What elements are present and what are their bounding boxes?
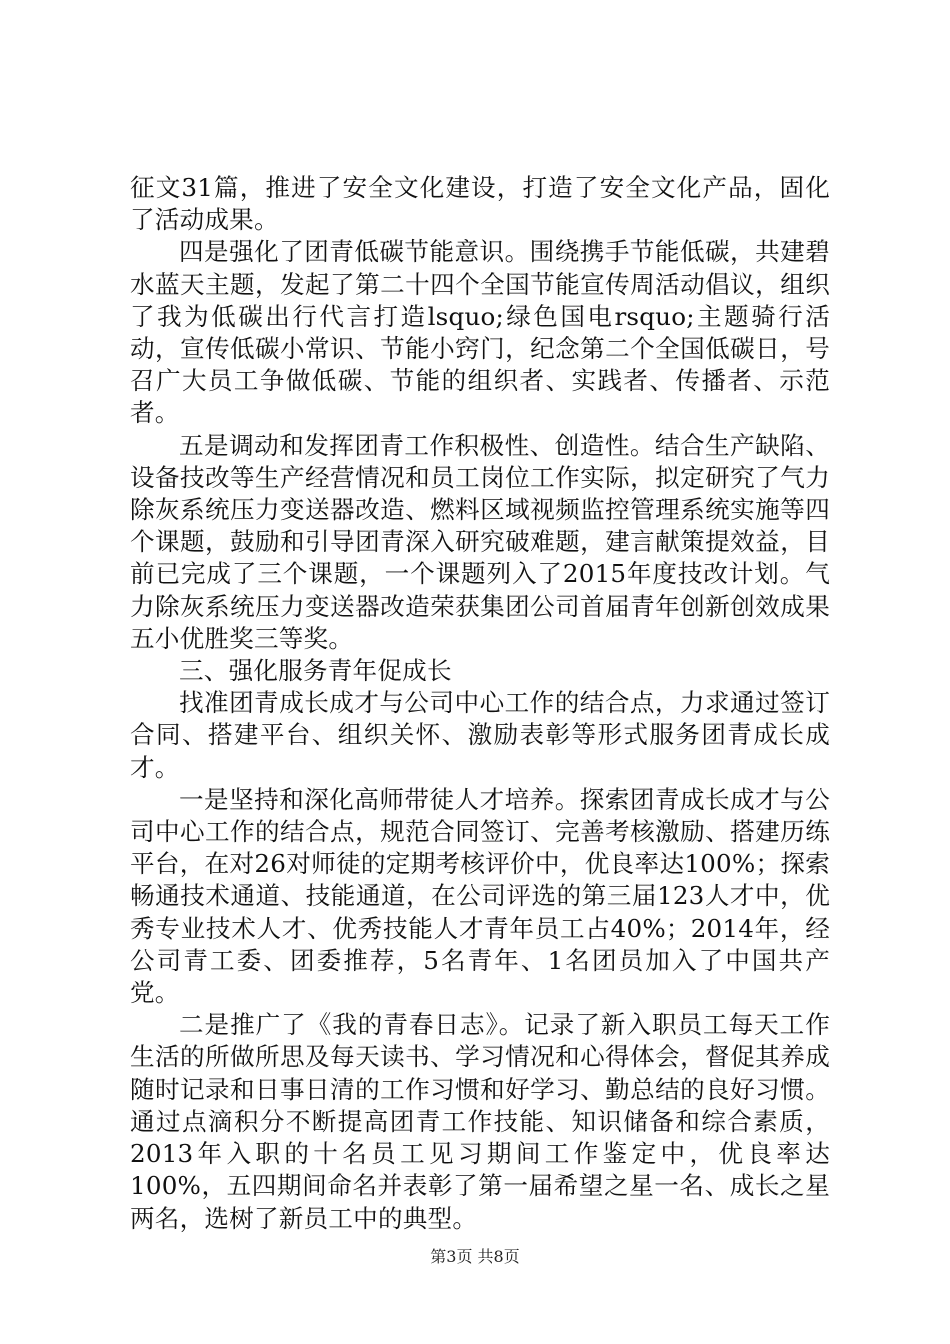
paragraph-youth-diary: 二是推广了《我的青春日志》。记录了新入职员工每天工作生活的所做所思及每天读书、学习情况和心得体会，督促其养成随时记录和日事日清的工作习惯和好学习、勤总结的良好习惯。通过点滴积分不断提高团青工作技能、知识储备和综合素质，2013年入职的十名员工见习期间工作鉴定中，优良率达100%，五四期间命名并表彰了第一届希望之星一名、成长之星两名，选树了新员工中的典型。: [130, 1010, 830, 1233]
document-body: [130, 172, 830, 1235]
paragraph-innovation: 五是调动和发挥团青工作积极性、创造性。结合生产缺陷、设备技改等生产经营情况和员工岗位工作实际，拟定研究了气力除灰系统压力变送器改造、燃料区域视频监控管理系统实施等四个课题，鼓励和引导团青深入研究破难题，建言献策提效益，目前已完成了三个课题，一个课题列入了2015年度技改计划。气力除灰系统压力变送器改造荣获集团公司首届青年创新创效成果五小优胜奖三等奖。: [130, 430, 830, 653]
section-heading: 三、强化服务青年促成长: [179, 656, 452, 686]
paragraph-service-intro: 找准团青成长成才与公司中心工作的结合点，力求通过签订合同、搭建平台、组织关怀、激励表彰等形式服务团青成长成才。: [130, 688, 830, 782]
page-footer: 第3页 共8页: [430, 1247, 520, 1266]
paragraph-continuation: 征文31篇，推进了安全文化建设，打造了安全文化产品，固化了活动成果。: [130, 173, 830, 235]
paragraph-mentorship: 一是坚持和深化高师带徒人才培养。探索团青成长成才与公司中心工作的结合点，规范合同签订、完善考核激励、搭建历练平台，在对26对师徒的定期考核评价中，优良率达100%；探索畅通技术通道、技能通道，在公司评选的第三届123人才中，优秀专业技术人才、优秀技能人才青年员工占40%；2014年，经公司青工委、团委推荐，5名青年、1名团员加入了中国共产党。: [130, 784, 830, 1008]
paragraph-low-carbon: 四是强化了团青低碳节能意识。围绕携手节能低碳，共建碧水蓝天主题，发起了第二十四个全国节能宣传周活动倡议，组织了我为低碳出行代言打造lsquo;绿色国电rsquo;主题骑行活动，宣传低碳小常识、节能小窍门，纪念第二个全国低碳日，号召广大员工争做低碳、节能的组织者、实践者、传播者、示范者。: [130, 237, 830, 428]
